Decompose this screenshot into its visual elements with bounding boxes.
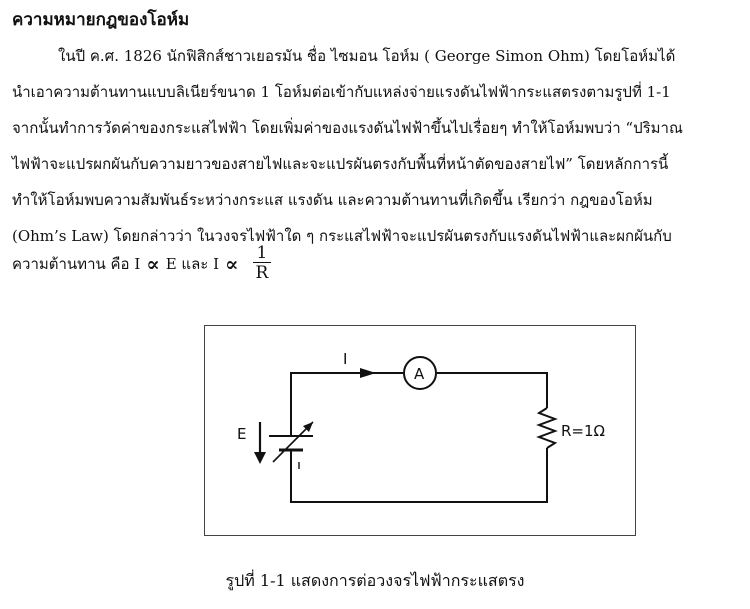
section-heading: ความหมายกฎของโอห์ม <box>12 10 190 30</box>
source-direction-arrow <box>254 422 266 464</box>
proportional-symbol: ∝ <box>146 251 160 276</box>
paragraph-line: ทำให้โอห์มพบความสัมพันธ์ระหว่างกระแส แรงดัน และความต้านทานที่เกิดขึ้น เรียกว่า กฎของโอห์ม <box>12 191 653 209</box>
source-label: E <box>237 425 247 443</box>
proportional-symbol: ∝ <box>225 251 239 276</box>
fraction-numerator: 1 <box>256 243 268 263</box>
circuit-diagram-frame <box>204 325 636 536</box>
resistor-label: R=1Ω <box>561 422 605 440</box>
circuit-wires <box>291 373 555 502</box>
current-arrow <box>360 368 376 378</box>
paragraph-line: จากนั้นทำการวัดค่าของกระแสไฟฟ้า โดยเพิ่มค่าของแรงดันไฟฟ้าขึ้นไปเรื่อยๆ ทำให้โอห์มพบว่า “ปริมาณ <box>12 119 683 137</box>
wire-top-left <box>291 373 403 418</box>
circuit-diagram <box>205 326 637 537</box>
paragraph-line: ไฟฟ้าจะแปรผกผันกับความยาวของสายไฟและจะแปรผันตรงกับพื้นที่หน้าตัดของสายไฟ” โดยหลักการนี้ <box>12 155 669 173</box>
formula-prefix: ความต้านทาน คือ I <box>12 254 141 273</box>
paragraph-line: นำเอาความต้านทานแบบลิเนียร์ขนาด 1 โอห์มต่อเข้ากับแหล่งจ่ายแรงดันไฟฟ้ากระแสตรงตามรูปที่ 1-1 <box>12 83 671 101</box>
resistor-zigzag <box>539 408 555 448</box>
figure-caption: รูปที่ 1-1 แสดงการต่อวงจรไฟฟ้ากระแสตรง <box>225 571 525 590</box>
wire-bottom <box>291 448 547 502</box>
formula-middle: E และ I <box>165 254 220 273</box>
ammeter-label: A <box>414 365 425 383</box>
ohms-law-formula <box>12 244 271 283</box>
body-paragraph <box>12 38 740 254</box>
paragraph-line: ในปี ค.ศ. 1826 นักฟิสิกส์ชาวเยอรมัน ชื่อ ไซมอน โอห์ม ( George Simon Ohm) โดยโอห์มได้ <box>58 47 676 65</box>
fraction-denominator: R <box>255 263 269 283</box>
paragraph-line: (Ohm’s Law) โดยกล่าวว่า ในวงจรไฟฟ้าใด ๆ กระแสไฟฟ้าจะแปรผันตรงกับแรงดันไฟฟ้าและผกผันกับ <box>12 227 672 245</box>
fraction-one-over-r <box>252 244 271 283</box>
wire-top-right <box>437 373 547 408</box>
current-label: I <box>343 350 348 368</box>
